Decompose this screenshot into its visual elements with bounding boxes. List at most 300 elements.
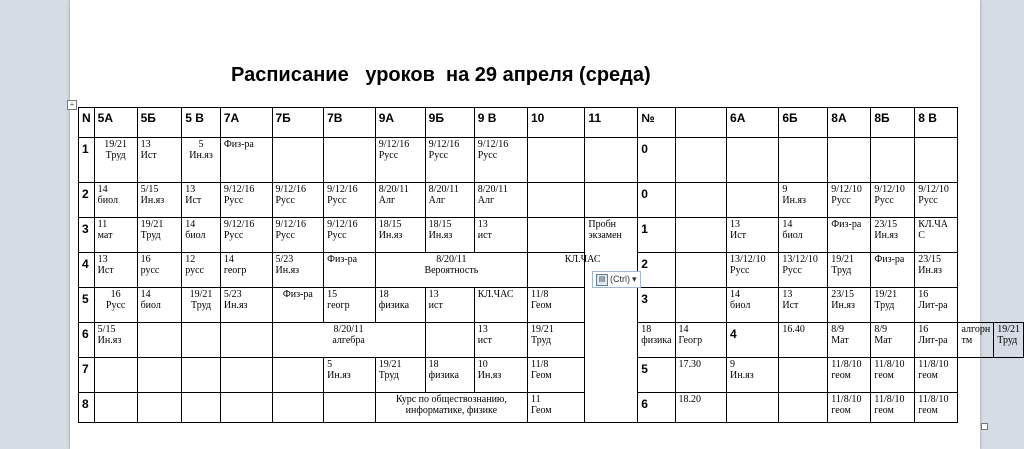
table-row <box>79 183 1024 218</box>
cell-text: 14 биол <box>97 184 118 206</box>
cell-text: 8/9 Мат <box>874 324 892 346</box>
lesson-cell[interactable] <box>324 393 376 423</box>
cell-text: 17.30 <box>678 359 702 370</box>
lesson-cell[interactable] <box>375 138 425 183</box>
cell-text: 9/12/16 Русс <box>477 139 509 161</box>
column-header[interactable] <box>828 108 871 138</box>
cell-text: 9 Ин.яз <box>782 184 806 206</box>
cell-text: 13 Ист <box>185 184 202 206</box>
column-header[interactable] <box>94 108 137 138</box>
column-header[interactable] <box>272 108 324 138</box>
cell-text: 11 мат <box>97 219 113 241</box>
lesson-cell[interactable] <box>375 288 425 323</box>
cell-text: 10 Ин.яз <box>477 359 502 381</box>
lesson-cell[interactable] <box>727 393 779 423</box>
cell-text: 9/12/16 Русс <box>428 139 460 161</box>
lesson-cell[interactable] <box>675 288 726 323</box>
lesson-cell[interactable] <box>137 288 182 323</box>
lesson-cell[interactable] <box>779 393 828 423</box>
lesson-cell[interactable] <box>182 253 221 288</box>
lesson-cell[interactable] <box>779 218 828 253</box>
cell-text: 8 <box>82 397 89 411</box>
lesson-cell[interactable] <box>474 323 527 358</box>
lesson-cell[interactable] <box>828 323 871 358</box>
lesson-cell[interactable] <box>272 288 324 323</box>
cell-text: 13 Ист <box>782 289 799 311</box>
lesson-cell[interactable] <box>915 288 958 323</box>
cell-text: КЛ.ЧА С <box>918 219 948 241</box>
lesson-cell[interactable] <box>527 358 584 393</box>
lesson-cell[interactable] <box>94 288 137 323</box>
cell-text: 19/21 Труд <box>831 254 855 276</box>
lesson-number[interactable] <box>638 253 675 288</box>
lesson-cell[interactable] <box>272 393 324 423</box>
lesson-cell[interactable] <box>915 253 958 288</box>
lesson-cell[interactable] <box>527 218 584 253</box>
cell-text: 19/21 Труд <box>104 139 128 161</box>
lesson-cell[interactable] <box>375 218 425 253</box>
lesson-cell[interactable] <box>675 323 726 358</box>
lesson-cell[interactable] <box>375 393 527 423</box>
cell-text: 11/8 Геом <box>530 359 552 381</box>
lesson-cell[interactable] <box>828 393 871 423</box>
lesson-cell[interactable] <box>272 138 324 183</box>
lesson-cell[interactable] <box>137 138 182 183</box>
cell-text: 16 Русс <box>105 289 126 311</box>
cell-text: 5 Ин.яз <box>189 139 213 161</box>
cell-text: 8/9 Мат <box>831 324 849 346</box>
cell-text: N <box>82 111 91 125</box>
lesson-cell[interactable] <box>137 218 182 253</box>
cell-text: 9 В <box>477 111 497 125</box>
lesson-cell[interactable] <box>425 183 474 218</box>
clipboard-icon: ▤ <box>596 274 608 286</box>
table-resize-handle[interactable] <box>981 423 988 430</box>
lesson-cell[interactable] <box>871 323 915 358</box>
lesson-cell[interactable] <box>994 323 1024 358</box>
cell-text: 19/21 Труд <box>874 289 898 311</box>
cell-text: 9/12/16 Русс <box>275 184 307 206</box>
chevron-down-icon: ▾ <box>632 274 637 284</box>
cell-text: 9/12/10 Русс <box>831 184 862 206</box>
lesson-cell[interactable] <box>137 253 182 288</box>
cell-text: 7Б <box>275 111 291 125</box>
cell-text: 8 В <box>918 111 937 125</box>
lesson-cell[interactable] <box>638 323 675 358</box>
lesson-cell[interactable] <box>915 393 958 423</box>
column-header[interactable] <box>79 108 95 138</box>
cell-text: 8/20/11 Алг <box>428 184 459 206</box>
column-header[interactable] <box>425 108 474 138</box>
lesson-number[interactable] <box>638 183 675 218</box>
cell-text: 8/20/11 алгебра <box>332 324 365 346</box>
column-header[interactable] <box>220 108 272 138</box>
cell-text: 5 В <box>185 111 204 125</box>
lesson-cell[interactable] <box>425 323 474 358</box>
cell-text: 18 физика <box>641 324 672 346</box>
lesson-cell[interactable] <box>94 358 137 393</box>
lesson-number[interactable] <box>79 218 95 253</box>
lesson-cell[interactable] <box>220 138 272 183</box>
cell-text: 11/8/10 геом <box>918 394 949 416</box>
cell-text: 19/21 Труд <box>140 219 164 241</box>
cell-text: 9А <box>378 111 395 125</box>
cell-text: 3 <box>641 292 648 306</box>
cell-text: 18.20 <box>678 394 702 405</box>
cell-text: 16.40 <box>782 324 805 335</box>
cell-text: 14 геогр <box>223 254 247 276</box>
cell-text: 15 геогр <box>327 289 350 311</box>
table-row <box>79 218 1024 253</box>
lesson-cell[interactable] <box>915 138 958 183</box>
lesson-cell[interactable] <box>272 253 324 288</box>
lesson-cell[interactable] <box>675 393 726 423</box>
column-header[interactable] <box>779 108 828 138</box>
cell-text: 5/23 Ин.яз <box>275 254 300 276</box>
lesson-cell[interactable] <box>324 253 376 288</box>
cell-text: 9Б <box>428 111 444 125</box>
cell-text: 14 биол <box>185 219 206 241</box>
cell-text: 5/15 Ин.яз <box>97 324 122 346</box>
lesson-cell[interactable] <box>779 358 828 393</box>
lesson-cell[interactable] <box>871 218 915 253</box>
cell-text: 8/20/11 Вероятность <box>424 254 479 276</box>
cell-text: 4 <box>82 257 89 271</box>
lesson-cell[interactable] <box>474 218 527 253</box>
lesson-cell[interactable] <box>324 218 376 253</box>
lesson-cell[interactable] <box>375 358 425 393</box>
lesson-cell[interactable] <box>527 183 584 218</box>
cell-text: 11/8/10 геом <box>874 394 905 416</box>
lesson-number[interactable] <box>638 218 675 253</box>
lesson-cell[interactable] <box>220 218 272 253</box>
cell-text: алгорн тм <box>961 324 991 346</box>
cell-text: 11/8/10 геом <box>831 359 862 381</box>
table-row <box>79 288 1024 323</box>
column-header[interactable] <box>727 108 779 138</box>
lesson-cell[interactable] <box>425 138 474 183</box>
lesson-cell[interactable] <box>137 323 182 358</box>
lesson-number[interactable] <box>79 253 95 288</box>
cell-text: 1 <box>641 222 648 236</box>
cell-text: 8Б <box>874 111 890 125</box>
lesson-number[interactable] <box>638 138 675 183</box>
cell-text: 6Б <box>782 111 798 125</box>
lesson-cell[interactable] <box>474 183 527 218</box>
cell-text: Физ-ра <box>282 289 313 300</box>
lesson-cell[interactable] <box>182 138 221 183</box>
lesson-cell[interactable] <box>828 253 871 288</box>
lesson-cell[interactable] <box>94 138 137 183</box>
column-header[interactable] <box>585 108 638 138</box>
lesson-cell[interactable] <box>220 183 272 218</box>
lesson-cell[interactable] <box>915 323 958 358</box>
cell-text: 9/12/16 Русс <box>223 219 255 241</box>
column-header[interactable] <box>137 108 182 138</box>
lesson-cell[interactable] <box>675 183 726 218</box>
cell-text: КЛ.ЧАС <box>564 254 601 265</box>
lesson-cell[interactable] <box>675 218 726 253</box>
cell-text: 11 Геом <box>530 394 552 416</box>
lesson-cell[interactable] <box>828 288 871 323</box>
lesson-cell[interactable] <box>527 323 584 358</box>
cell-text: 12 русс <box>185 254 204 276</box>
lesson-cell[interactable] <box>779 253 828 288</box>
lesson-cell[interactable] <box>220 288 272 323</box>
page-title: Расписание уроков на 29 апреля (среда) <box>231 64 651 86</box>
cell-text: 9/12/16 Русс <box>223 184 255 206</box>
table-move-handle-icon[interactable]: + <box>67 100 77 110</box>
cell-text: 6 <box>641 397 648 411</box>
cell-text: 0 <box>641 142 648 156</box>
lesson-cell[interactable] <box>324 183 376 218</box>
cell-text: 8А <box>831 111 847 125</box>
cell-text: 16 Лит-ра <box>918 289 948 311</box>
lesson-cell[interactable] <box>828 358 871 393</box>
lesson-cell[interactable] <box>585 183 638 218</box>
cell-text: 2 <box>641 257 648 271</box>
lesson-cell[interactable] <box>474 288 527 323</box>
cell-text: 1 <box>82 142 89 156</box>
lesson-cell[interactable] <box>675 253 726 288</box>
lesson-number[interactable] <box>79 323 95 358</box>
lesson-cell[interactable] <box>871 288 915 323</box>
lesson-cell[interactable] <box>272 358 324 393</box>
column-header[interactable] <box>474 108 527 138</box>
cell-text: 18 физика <box>378 289 410 311</box>
lesson-cell[interactable] <box>182 323 221 358</box>
cell-text: 14 биол <box>782 219 803 241</box>
column-header[interactable] <box>324 108 376 138</box>
lesson-cell[interactable] <box>871 358 915 393</box>
lesson-cell[interactable] <box>828 183 871 218</box>
lesson-number[interactable] <box>727 323 779 358</box>
cell-text: 9/12/10 Русс <box>918 184 949 206</box>
lesson-cell[interactable] <box>272 183 324 218</box>
column-header[interactable] <box>915 108 958 138</box>
lesson-cell[interactable] <box>871 183 915 218</box>
lesson-cell[interactable] <box>272 218 324 253</box>
lesson-cell[interactable] <box>375 253 527 288</box>
lesson-cell[interactable] <box>828 218 871 253</box>
cell-text: 5Б <box>140 111 156 125</box>
lesson-cell[interactable] <box>871 253 915 288</box>
lesson-cell[interactable] <box>915 218 958 253</box>
cell-text: 6 <box>82 327 89 341</box>
lesson-cell[interactable] <box>727 138 779 183</box>
cell-text: 13 ист <box>428 289 443 311</box>
cell-text: Курс по обществознанию, информатике, физике <box>395 394 507 416</box>
lesson-cell[interactable] <box>182 393 221 423</box>
cell-text: 5/15 Ин.яз <box>140 184 165 206</box>
cell-text: 16 Лит-ра <box>918 324 948 346</box>
lesson-cell[interactable] <box>779 323 828 358</box>
lesson-cell[interactable] <box>182 183 221 218</box>
cell-text: 18/15 Ин.яз <box>428 219 453 241</box>
lesson-cell[interactable] <box>871 393 915 423</box>
lesson-cell[interactable] <box>94 253 137 288</box>
table-header-row <box>79 108 1024 138</box>
lesson-cell[interactable] <box>828 138 871 183</box>
cell-text: 16 русс <box>140 254 160 276</box>
cell-text: 9/12/16 Русс <box>327 184 358 206</box>
cell-text: 14 биол <box>140 289 161 311</box>
lesson-cell[interactable] <box>675 358 726 393</box>
cell-text: 4 <box>730 327 737 341</box>
cell-text: 23/15 Ин.яз <box>918 254 942 276</box>
lesson-cell[interactable] <box>585 138 638 183</box>
cell-text: Физ-ра <box>831 219 862 230</box>
lesson-cell[interactable] <box>182 358 221 393</box>
lesson-cell[interactable] <box>220 323 272 358</box>
lesson-cell[interactable] <box>871 138 915 183</box>
cell-text: 23/15 Ин.яз <box>831 289 855 311</box>
lesson-cell[interactable] <box>182 218 221 253</box>
column-header[interactable] <box>182 108 221 138</box>
lesson-cell[interactable] <box>220 358 272 393</box>
cell-text: 7А <box>223 111 240 125</box>
cell-text: 9/12/10 Русс <box>874 184 905 206</box>
lesson-cell[interactable] <box>527 138 584 183</box>
cell-text: Физ-ра <box>874 254 905 265</box>
table-row <box>79 253 1024 288</box>
lesson-cell[interactable] <box>324 288 376 323</box>
cell-text: Физ-ра <box>327 254 358 265</box>
lesson-cell[interactable] <box>272 323 425 358</box>
lesson-cell[interactable] <box>94 393 137 423</box>
lesson-number[interactable] <box>638 288 675 323</box>
lesson-cell[interactable] <box>474 138 527 183</box>
lesson-cell[interactable] <box>727 253 779 288</box>
cell-text: 3 <box>82 222 89 236</box>
lesson-cell[interactable] <box>425 288 474 323</box>
lesson-cell[interactable] <box>527 393 584 423</box>
lesson-number[interactable] <box>638 393 675 423</box>
cell-text: 19/21 Труд <box>378 359 402 381</box>
lesson-cell[interactable] <box>779 288 828 323</box>
table-row <box>79 393 1024 423</box>
lesson-cell[interactable] <box>425 218 474 253</box>
cell-text: 10 <box>530 111 545 125</box>
lesson-cell[interactable] <box>779 183 828 218</box>
lesson-cell[interactable] <box>527 288 584 323</box>
cell-text: 5 Ин.яз <box>327 359 351 381</box>
cell-text: 8/20/11 Алг <box>477 184 508 206</box>
cell-text: 13/12/10 Русс <box>730 254 766 276</box>
cell-text: 5 <box>641 362 648 376</box>
cell-text: 9 Ин.яз <box>730 359 754 381</box>
cell-text: 13/12/10 Русс <box>782 254 818 276</box>
lesson-cell[interactable] <box>727 358 779 393</box>
cell-text: 19/21 Труд <box>189 289 213 311</box>
cell-text: 7 <box>82 362 89 376</box>
cell-text: 11/8/10 геом <box>831 394 862 416</box>
lesson-number[interactable] <box>79 183 95 218</box>
lesson-number[interactable] <box>79 393 95 423</box>
cell-text: Пробн экзамен <box>588 219 622 241</box>
cell-text: 19/21 Труд <box>530 324 554 346</box>
lesson-number[interactable] <box>79 358 95 393</box>
lesson-cell[interactable] <box>779 138 828 183</box>
lesson-cell[interactable] <box>324 138 376 183</box>
lesson-cell[interactable] <box>137 393 182 423</box>
column-header[interactable] <box>527 108 584 138</box>
cell-text: 8/20/11 Алг <box>378 184 409 206</box>
column-header[interactable] <box>675 108 726 138</box>
cell-text: 9/12/16 Русс <box>275 219 307 241</box>
lesson-cell[interactable] <box>915 358 958 393</box>
cell-text: 11/8/10 геом <box>874 359 905 381</box>
cell-text: КЛ.ЧАС <box>477 289 514 300</box>
table-row <box>79 323 1024 358</box>
cell-text: 5А <box>97 111 114 125</box>
cell-text: 2 <box>82 187 89 201</box>
paste-options-button[interactable] <box>592 271 641 288</box>
lesson-cell[interactable] <box>375 183 425 218</box>
lesson-cell[interactable] <box>727 288 779 323</box>
lesson-cell[interactable] <box>94 323 137 358</box>
lesson-cell[interactable] <box>94 183 137 218</box>
cell-text: 13 ист <box>477 324 492 346</box>
lesson-cell[interactable] <box>220 253 272 288</box>
lesson-cell[interactable] <box>94 218 137 253</box>
cell-text: 5 <box>82 292 89 306</box>
lesson-cell[interactable] <box>182 288 221 323</box>
lesson-number[interactable] <box>638 358 675 393</box>
table-row <box>79 138 1024 183</box>
lesson-cell[interactable] <box>958 323 994 358</box>
cell-text: 9/12/16 Русс <box>378 139 410 161</box>
paste-options-label: (Ctrl) <box>610 274 630 284</box>
cell-text: 18/15 Ин.яз <box>378 219 403 241</box>
lesson-cell[interactable] <box>727 218 779 253</box>
lesson-cell[interactable] <box>137 358 182 393</box>
lesson-cell[interactable] <box>585 218 638 423</box>
lesson-cell[interactable] <box>675 138 726 183</box>
cell-text: 13 Ист <box>97 254 114 276</box>
cell-text: 11 <box>588 111 602 125</box>
lesson-cell[interactable] <box>137 183 182 218</box>
cell-text: № <box>641 111 655 125</box>
lesson-cell[interactable] <box>324 358 376 393</box>
cell-text: 19/21 Труд <box>997 324 1020 346</box>
cell-text: 18 физика <box>428 359 459 381</box>
cell-text: 7В <box>327 111 343 125</box>
lesson-number[interactable] <box>79 288 95 323</box>
cell-text: 13 Ист <box>140 139 157 161</box>
lesson-number[interactable] <box>79 138 95 183</box>
table-row <box>79 358 1024 393</box>
column-header[interactable] <box>375 108 425 138</box>
cell-text: 13 Ист <box>730 219 747 241</box>
cell-text: Физ-ра <box>223 139 254 150</box>
cell-text: 23/15 Ин.яз <box>874 219 898 241</box>
cell-text: 14 биол <box>730 289 751 311</box>
schedule-table <box>78 107 1024 423</box>
cell-text: 0 <box>641 187 648 201</box>
lesson-cell[interactable] <box>727 183 779 218</box>
lesson-cell[interactable] <box>474 358 527 393</box>
cell-text: 13 ист <box>477 219 492 241</box>
lesson-cell[interactable] <box>425 358 474 393</box>
column-header[interactable] <box>638 108 675 138</box>
lesson-cell[interactable] <box>220 393 272 423</box>
lesson-cell[interactable] <box>915 183 958 218</box>
cell-text: 5/23 Ин.яз <box>223 289 248 311</box>
cell-text: 9/12/16 Русс <box>327 219 358 241</box>
column-header[interactable] <box>871 108 915 138</box>
cell-text: 11/8/10 геом <box>918 359 949 381</box>
